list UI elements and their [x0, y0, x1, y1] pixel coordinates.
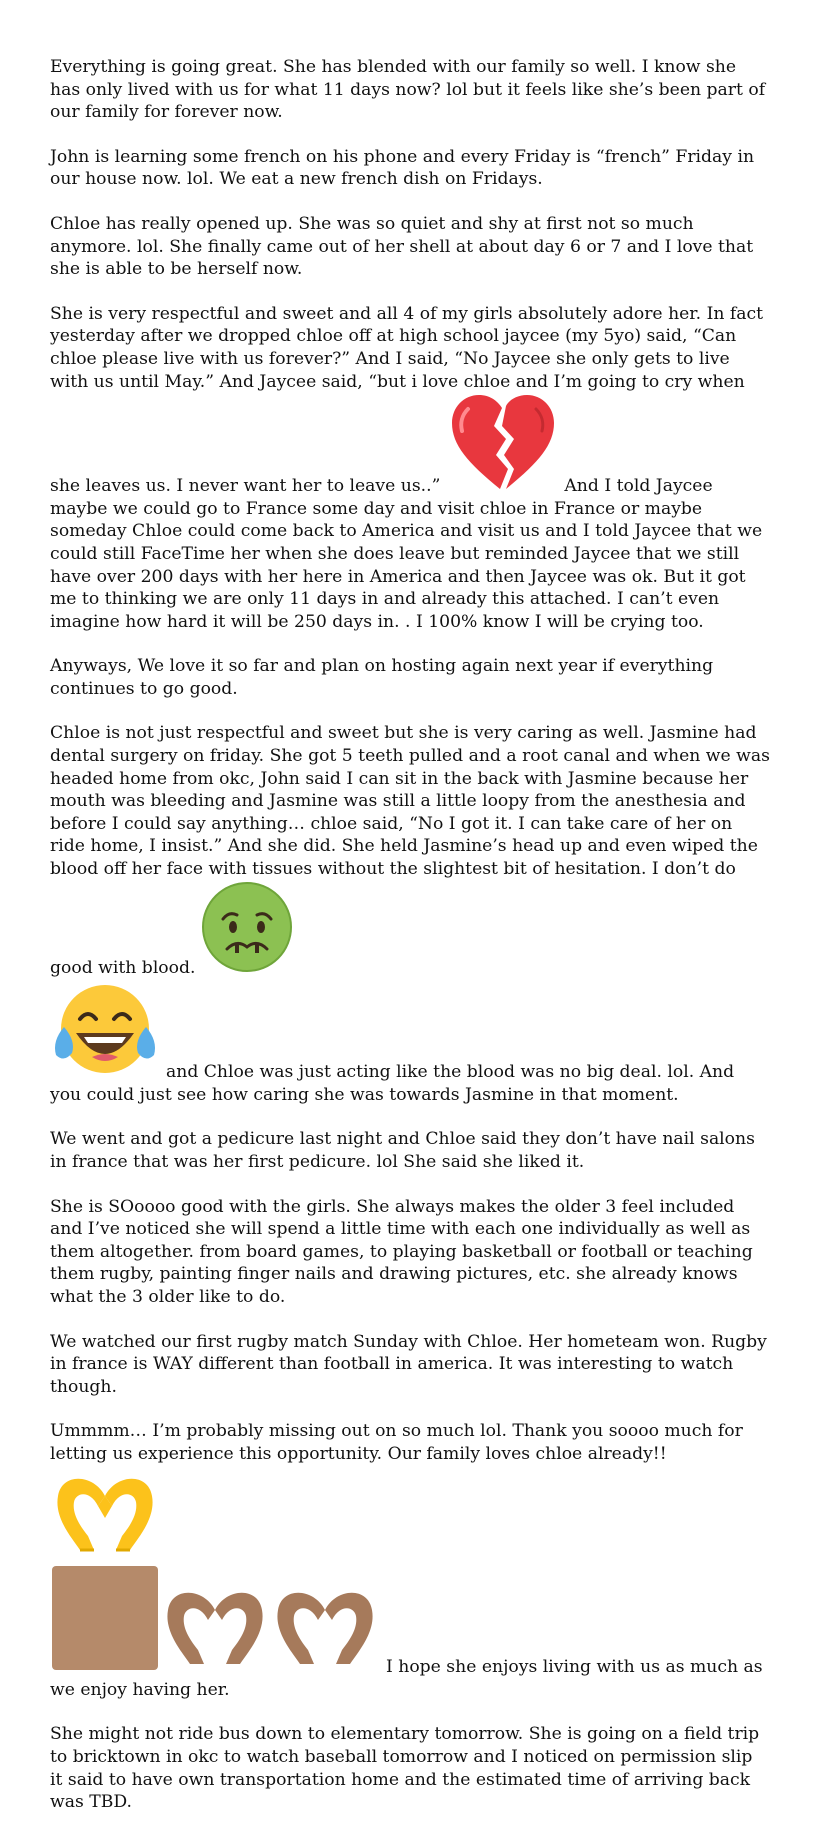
heart-hands-medium-icon — [160, 1580, 270, 1672]
tears-of-joy-icon — [50, 979, 160, 1077]
paragraph-6-text-b: and Chloe was just acting like the blood was no big deal. lol. And you could just see how caring she was towards Jasmine in that moment. — [50, 1062, 735, 1105]
paragraph-1: Everything is going great. She has blended with our family so well. I know she has only lived with us for what 11 days now? lol but it feels like she’s been part of our family for forever now. — [50, 57, 766, 123]
message-body — [50, 56, 770, 1836]
paragraph-7: We went and got a pedicure last night and Chloe said they don’t have nail salons in france that was her first pedicure. lol She said she liked it. — [50, 1129, 755, 1172]
paragraph-5: Anyways, We love it so far and plan on hosting again next year if everything continues to go good. — [50, 656, 714, 699]
paragraph-6-text-a: Chloe is not just respectful and sweet but she is very caring as well. Jasmine had dental surgery on friday. She got 5 teeth pulled and a root canal and when we was headed home from okc, John said I can sit in the back with Jasmine because her mouth was bleeding and Jasmine was still a little loopy from the anesthesia and before I could say anything… chloe said, “No I got it. I can take care of her on ride home, I insist.” And she did. She held Jasmine’s head up and even wiped the blood off her face with tissues without the slightest bit of hesitation. I don’t do good with blood. — [50, 723, 770, 978]
paragraph-4-text-b: And I told Jaycee maybe we could go to France some day and visit chloe in France or maybe someday Chloe could come back to America and visit us and I told Jaycee that we could still FaceTime her when she does leave but reminded Jaycee that we still have over 200 days with her here in America and then Jaycee was ok. But it got me to thinking we are only 11 days in and already this attached. I can’t even imagine how hard it will be 250 days in. . I 100% know I will be crying too. — [50, 476, 763, 632]
heart-hands-yellow-icon — [50, 1466, 160, 1558]
paragraph-8: She is SOoooo good with the girls. She always makes the older 3 feel included and I’ve noticed she will spend a little time with each one individually as well as them altogether. from board games, to playing basketball or football or teaching them rugby, painting finger nails and drawing pictures, etc. she already knows what the 3 older like to do. — [50, 1196, 753, 1307]
paragraph-9: We watched our first rugby match Sunday with Chloe. Her hometeam won. Rugby in france is WAY different than football in america. It was interesting to watch though. — [50, 1331, 767, 1397]
skin-tone-swatch-icon — [50, 1564, 160, 1672]
nauseated-face-icon — [195, 881, 299, 973]
broken-heart-icon — [448, 393, 558, 491]
paragraph-11: She might not ride bus down to elementary tomorrow. She is going on a field trip to bricktown in okc to watch baseball tomorrow and I noticed on permission slip it said to have own transportation home and the estimated time of arriving back was TBD. — [50, 1724, 760, 1813]
paragraph-2: John is learning some french on his phone and every Friday is “french” Friday in our house now. lol. We eat a new french dish on Fridays. — [50, 146, 755, 190]
paragraph-10 — [50, 1420, 770, 1701]
paragraph-3: Chloe has really opened up. She was so quiet and shy at first not so much anymore. lol. She finally came out of her shell at about day 6 or 7 and I love that she is able to be herself now. — [50, 213, 754, 280]
paragraph-10-text-b: I hope she enjoys living with us as much as we enjoy having her. — [50, 1657, 763, 1700]
paragraph-6 — [50, 722, 770, 1106]
paragraph-4-text-a: She is very respectful and sweet and all 4 of my girls absolutely adore her. In fact yesterday after we dropped chloe off at high school jaycee (my 5yo) said, “Can chloe please live with us forever?” And I said, “No Jaycee she only gets to live with us until May.” And Jaycee said, “but i love chloe and I’m going to cry when she leaves us. I never want her to leave us..” — [50, 303, 764, 497]
heart-hands-medium-icon — [270, 1580, 380, 1672]
paragraph-4 — [50, 303, 770, 634]
paragraph-10-text-a: Ummmm… I’m probably missing out on so much lol. Thank you soooo much for letting us experience this opportunity. Our family loves chloe already!! — [50, 1421, 743, 1464]
